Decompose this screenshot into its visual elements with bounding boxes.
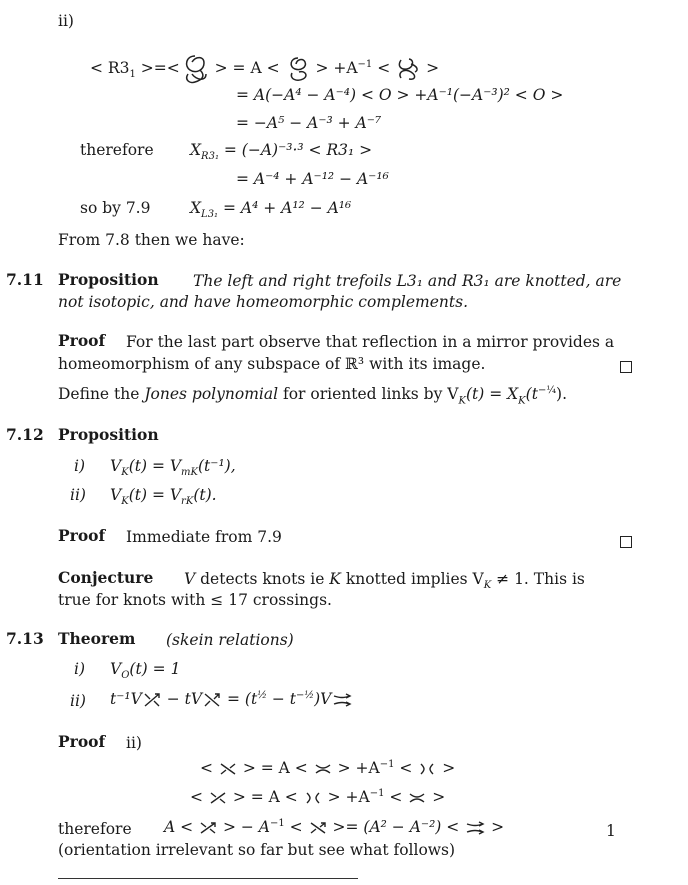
x-r31-result: = A⁻⁴ + A⁻¹² − A⁻¹⁶ — [236, 170, 389, 188]
vertical-smoothing-icon — [303, 790, 323, 806]
thm-7-13-i-formula: $V_O(t) = 1$ — [110, 660, 181, 682]
prop-7-12-i-formula: $V_K(t) = V_{mK}(t^{-1})$, — [110, 457, 236, 479]
prop-7-12-ii-formula: $V_K(t) = V_{rK}(t)$. — [110, 486, 217, 508]
trefoil-knot-icon — [180, 52, 210, 86]
resolved-knot-b-icon — [395, 56, 421, 82]
from-7-8-text: From 7.8 then we have: — [58, 231, 245, 249]
x-l31-equation: $X_{L3_1} = A^4 + A^{12} - A^{16}$ — [190, 199, 352, 221]
therefore-label-1: therefore — [80, 141, 154, 159]
thm-7-13-proof-ii: ii) — [126, 734, 142, 752]
crossing-icon — [208, 790, 228, 806]
negative-crossing-icon — [202, 691, 222, 709]
footer-rule — [58, 878, 358, 879]
prop-7-12-proof-label: Proof — [58, 526, 106, 545]
skein-equation-2: < > = A < > $+A^{-1}$ < > — [190, 788, 446, 807]
jones-definition: Define the Jones polynomial for oriented links by $V_K(t) = X_K(t^{-\frac{1}{4}})$. — [58, 385, 567, 407]
thm-7-13-title: Theorem — [58, 629, 136, 648]
thm-7-13-ii-label: ii) — [70, 692, 86, 710]
crossing-icon — [218, 761, 238, 777]
resolved-knot-a-icon — [285, 55, 311, 83]
prop-7-12-number: 7.12 — [6, 425, 44, 444]
therefore-label-2: therefore — [58, 820, 132, 838]
positive-crossing-icon — [198, 820, 218, 836]
so-by-label: so by 7.9 — [80, 199, 151, 217]
conjecture-text-1: V detects knots ie K knotted implies $V_K \ne 1$. This is — [184, 570, 585, 592]
positive-crossing-icon — [142, 691, 162, 709]
bracket-equation-3: = −A⁵ − A⁻³ + A⁻⁷ — [236, 114, 382, 132]
skein-equation-1: < > = A < > $+A^{-1}$ < > — [200, 759, 456, 778]
prop-7-11-proof-label: Proof — [58, 331, 106, 350]
prop-7-12-ii-label: ii) — [70, 486, 86, 504]
conjecture-text-2: true for knots with ≤ 17 crossings. — [58, 591, 332, 609]
negative-crossing-icon — [308, 820, 328, 836]
prop-7-11-number: 7.11 — [6, 270, 44, 289]
vertical-smoothing-icon — [417, 761, 437, 777]
thm-7-13-subtitle: (skein relations) — [166, 631, 294, 649]
prop-7-12-title: Proposition — [58, 425, 159, 444]
bracket-equation-2: = A(−A⁴ − A⁻⁴) < O > +A⁻¹(−A⁻³)² < O > — [236, 86, 564, 104]
prop-7-11-text-2: not isotopic, and have homeomorphic complements. — [58, 293, 468, 311]
skein-equation-3: A < > − $A^{-1}$ < >= (A² − A⁻²) < > — [164, 818, 505, 837]
horizontal-smoothing-icon — [313, 761, 333, 777]
bracket-equation-1: < $R3_1$ >=< > = A < > $+A^{-1}$ < > — [90, 52, 439, 86]
smoothing-arrows-icon — [464, 820, 486, 836]
thm-7-13-proof-label: Proof — [58, 732, 106, 751]
smoothing-arrows-icon — [331, 691, 353, 709]
x-r31-equation: $X_{R3_1} = (-A)^{-3}\cdot^3 < R3_1$ > — [190, 141, 373, 163]
thm-7-13-ii-formula: t⁻¹V − tV = $(t^{\frac{1}{2}} - t^{-\frac{1}{2}})V$ — [110, 690, 353, 709]
qed-box-icon — [620, 536, 632, 548]
prop-7-12-proof-text: Immediate from 7.9 — [126, 528, 282, 546]
conjecture-label: Conjecture — [58, 568, 154, 587]
qed-box-icon — [620, 361, 632, 373]
thm-7-13-number: 7.13 — [6, 629, 44, 648]
page-number: 1 — [606, 822, 616, 840]
horizontal-smoothing-icon — [407, 790, 427, 806]
prop-7-11-proof-1: For the last part observe that reflection in a mirror provides a — [126, 333, 615, 351]
orientation-note: (orientation irrelevant so far but see what follows) — [58, 841, 456, 859]
intro-label: ii) — [58, 12, 74, 30]
prop-7-11-text-1: The left and right trefoils L3₁ and R3₁ are knotted, are — [193, 272, 622, 290]
prop-7-12-i-label: i) — [74, 457, 86, 475]
thm-7-13-i-label: i) — [74, 660, 86, 678]
prop-7-11-title: Proposition — [58, 270, 159, 289]
prop-7-11-proof-2: homeomorphism of any subspace of ℝ³ with its image. — [58, 355, 486, 373]
